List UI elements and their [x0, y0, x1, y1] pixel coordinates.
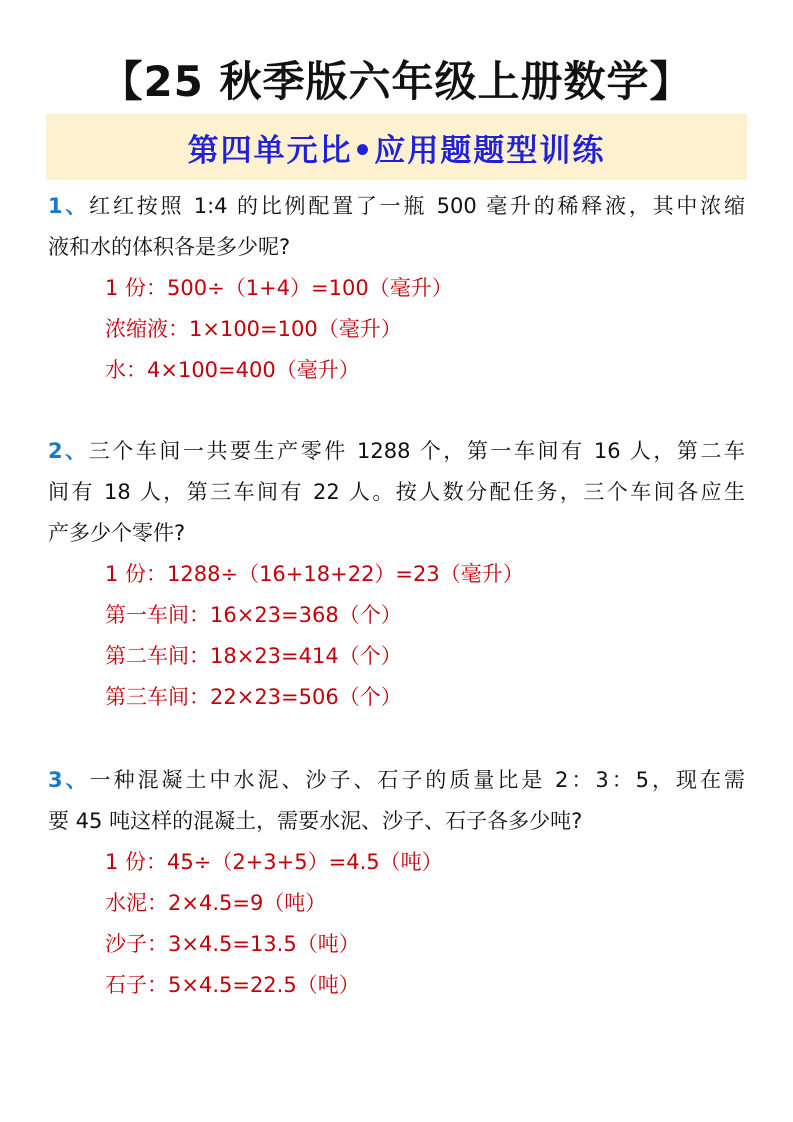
- answer-line: 1 份：45÷（2+3+5）=4.5（吨）: [105, 850, 443, 874]
- question-1: [48, 186, 745, 391]
- answer-line: 沙子：3×4.5=13.5（吨）: [105, 932, 360, 956]
- answer-line: 浓缩液：1×100=100（毫升）: [105, 317, 402, 341]
- question-text: 一种混凝土中水泥、沙子、石子的质量比是 2：3：5，现在需: [89, 768, 745, 792]
- question-line: 产多少个零件?: [48, 521, 186, 545]
- question-line: [48, 431, 745, 472]
- section-title: 第四单元比•应用题题型训练: [187, 132, 606, 169]
- question-number: 3、: [48, 768, 90, 792]
- question-line: 要 45 吨这样的混凝土，需要水泥、沙子、石子各多少吨?: [48, 809, 583, 833]
- answer-line: 1 份：1288÷（16+18+22）=23（毫升）: [105, 562, 524, 586]
- section-banner: [46, 114, 747, 180]
- answer-line: 第一车间：16×23=368（个）: [105, 603, 402, 627]
- question-line: [48, 760, 745, 801]
- question-line: 间有 18 人，第三车间有 22 人。按人数分配任务，三个车间各应生: [48, 480, 745, 504]
- question-text: 三个车间一共要生产零件 1288 个，第一车间有 16 人，第二车: [88, 439, 745, 463]
- question-line: [48, 186, 745, 227]
- answer-line: 1 份：500÷（1+4）=100（毫升）: [105, 276, 453, 300]
- question-2: [48, 431, 745, 718]
- answer-line: 第二车间：18×23=414（个）: [105, 644, 402, 668]
- answer-line: 水：4×100=400（毫升）: [105, 358, 360, 382]
- question-number: 1、: [48, 194, 90, 218]
- answer-line: 第三车间：22×23=506（个）: [105, 685, 402, 709]
- answer-line: 石子：5×4.5=22.5（吨）: [105, 973, 360, 997]
- answer-line: 水泥：2×4.5=9（吨）: [105, 891, 327, 915]
- question-number: 2、: [48, 439, 89, 463]
- question-line: 液和水的体积各是多少呢?: [48, 235, 291, 259]
- question-text: 红红按照 1:4 的比例配置了一瓶 500 毫升的稀释液，其中浓缩: [89, 194, 745, 218]
- document-title: 【25 秋季版六年级上册数学】: [100, 57, 693, 106]
- question-3: [48, 760, 745, 1006]
